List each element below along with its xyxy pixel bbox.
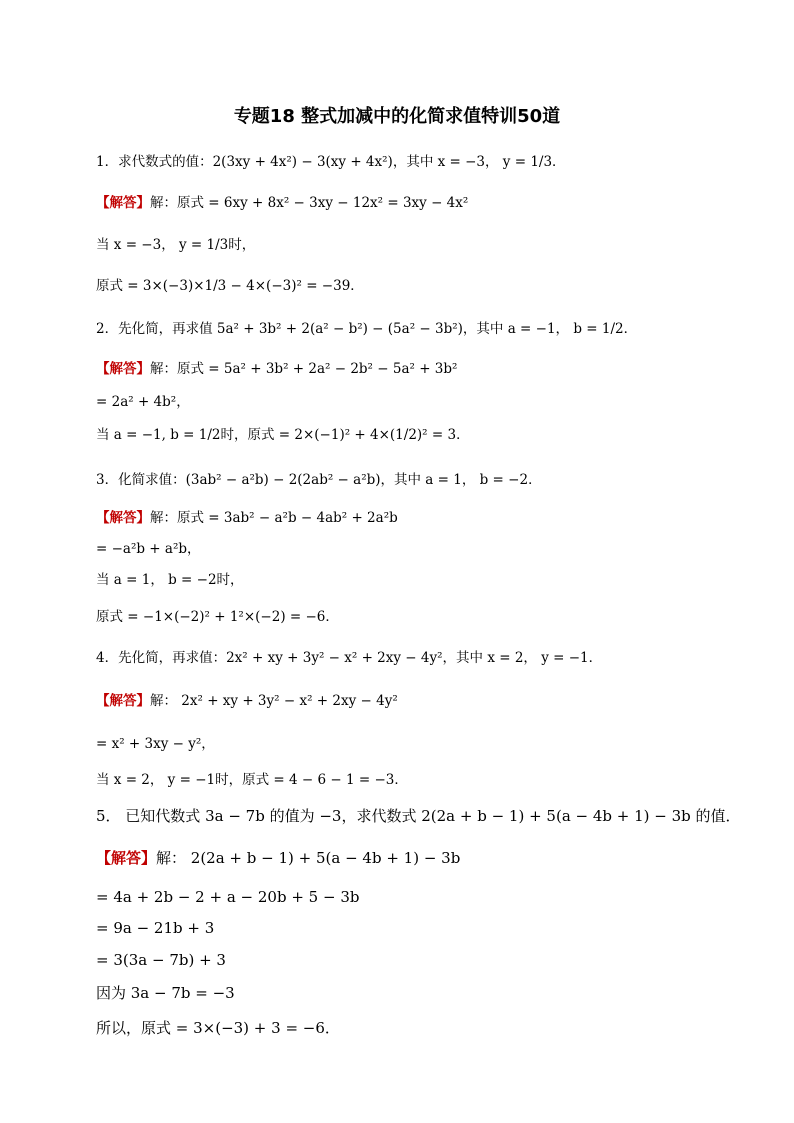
answer-tag: 【解答】	[96, 361, 150, 377]
problem-5-solution-5: 因为 3a − 7b = −3	[96, 984, 235, 1002]
problem-2-solution-3: 当 a = −1, b = 1/2时，原式 = 2×(−1)² + 4×(1/2)² = 3．	[96, 427, 470, 443]
problem-5-solution-6: 所以，原式 = 3×(−3) + 3 = −6．	[96, 1019, 340, 1037]
problem-4-solution-2: = x² + 3xy − y²，	[96, 736, 215, 752]
problem-4-solution-1: 【解答】解： 2x² + xy + 3y² − x² + 2xy − 4y²	[96, 693, 398, 709]
problem-3-solution-4: 原式 = −1×(−2)² + 1²×(−2) = −6．	[96, 609, 339, 625]
answer-tag: 【解答】	[96, 693, 150, 709]
problem-3-solution-1: 【解答】解：原式 = 3ab² − a²b − 4ab² + 2a²b	[96, 510, 398, 526]
problem-3-solution-3: 当 a = 1， b = −2时，	[96, 572, 244, 588]
problem-3-solution-2: = −a²b + a²b，	[96, 541, 201, 557]
document-title: 专题18 整式加减中的化简求值特训50道	[233, 106, 561, 127]
problem-2-statement: 2．先化简，再求值 5a² + 3b² + 2(a² − b²) − (5a² − 3b²)，其中 a = −1， b = 1/2．	[96, 321, 638, 337]
problem-2-solution-1: 【解答】解：原式 = 5a² + 3b² + 2a² − 2b² − 5a² + 3b²	[96, 361, 458, 377]
problem-1-solution-2: 当 x = −3， y = 1/3时，	[96, 237, 256, 253]
answer-tag: 【解答】	[96, 849, 157, 867]
problem-4-solution-3: 当 x = 2， y = −1时，原式 = 4 − 6 − 1 = −3．	[96, 772, 408, 788]
problem-1-solution-3: 原式 = 3×(−3)×1/3 − 4×(−3)² = −39．	[96, 278, 364, 294]
problem-2-solution-2: = 2a² + 4b²，	[96, 394, 190, 410]
problem-4-statement: 4．先化简，再求值：2x² + xy + 3y² − x² + 2xy − 4y²，其中 x = 2， y = −1．	[96, 650, 603, 666]
problem-5-solution-4: = 3(3a − 7b) + 3	[96, 951, 226, 969]
problem-5-solution-1: 【解答】解： 2(2a + b − 1) + 5(a − 4b + 1) − 3b	[96, 849, 461, 867]
answer-tag: 【解答】	[96, 195, 150, 211]
problem-5-statement: 5． 已知代数式 3a − 7b 的值为 −3，求代数式 2(2a + b − 1) + 5(a − 4b + 1) − 3b 的值．	[96, 807, 741, 825]
problem-5-solution-3: = 9a − 21b + 3	[96, 919, 215, 937]
problem-1-statement: 1．求代数式的值：2(3xy + 4x²) − 3(xy + 4x²)，其中 x = −3， y = 1/3．	[96, 154, 566, 170]
problem-3-statement: 3．化简求值：(3ab² − a²b) − 2(2ab² − a²b)，其中 a = 1， b = −2．	[96, 472, 542, 488]
problem-1-solution-1: 【解答】解：原式 = 6xy + 8x² − 3xy − 12x² = 3xy − 4x²	[96, 195, 469, 211]
answer-tag: 【解答】	[96, 510, 150, 526]
problem-5-solution-2: = 4a + 2b − 2 + a − 20b + 5 − 3b	[96, 888, 360, 906]
